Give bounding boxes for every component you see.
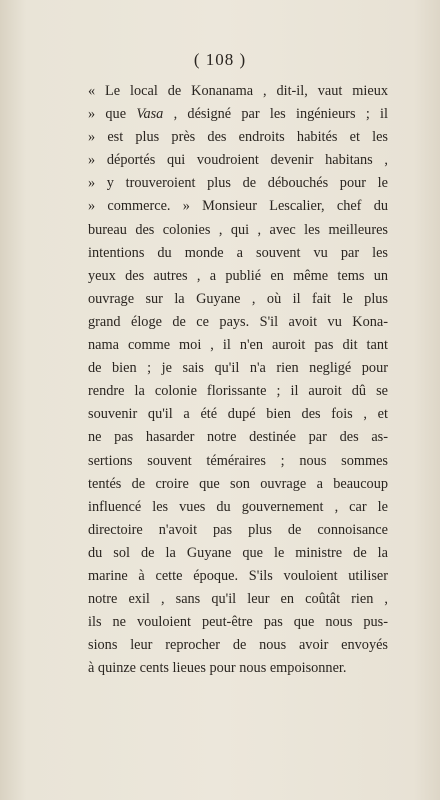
text-line: à quinze cents lieues pour nous empoisonner. [88, 660, 347, 677]
text-line: » y trouveroient plus de débouchés pour le [88, 175, 388, 192]
text-line: de bien ; je sais qu'il n'a rien negligé pour [88, 360, 388, 377]
text-line: rendre la colonie florissante ; il auroit dû se [88, 383, 388, 400]
text-line: sertions souvent téméraires ; nous sommes [88, 452, 388, 469]
italic-word: Vasa [136, 106, 164, 123]
text-line: du sol de la Guyane que le ministre de la [88, 544, 388, 561]
text-line: tentés de croire que son ouvrage a beaucoup [88, 475, 388, 492]
text-line: sions leur reprocher de nous avoir envoyés [88, 637, 388, 654]
text-line: » commerce. » Monsieur Lescalier, chef du [88, 198, 388, 215]
text-line: » est plus près des endroits habités et les [88, 129, 388, 146]
text-line: notre exil , sans qu'il leur en coûtât rien , [88, 591, 388, 608]
page-number: ( 108 ) [193, 50, 247, 69]
text-line: ouvrage sur la Guyane , où il fait le plus [88, 290, 388, 307]
text-line: intentions du monde a souvent vu par les [88, 244, 388, 261]
body-text [88, 80, 388, 680]
text-line: marine à cette époque. S'ils vouloient utiliser [88, 567, 388, 584]
text-line: directoire n'avoit pas plus de connoisance [88, 521, 388, 538]
text-line: souvenir qu'il a été dupé bien des fois , et [88, 406, 388, 423]
text-line: bureau des colonies , qui , avec les meilleures [88, 221, 388, 238]
text-line: ne pas hasarder notre destinée par des as- [88, 429, 388, 446]
text-line: yeux des autres , a publié en même tems un [88, 267, 388, 284]
text-line: » que Vasa , désigné par les ingénieurs ; il [88, 106, 388, 123]
text-line: » déportés qui voudroient devenir habitans , [88, 152, 388, 169]
text-line: influencé les vues du gouvernement , car le [88, 498, 388, 515]
text-line: ils ne vouloient peut-être pas que nous pus- [88, 614, 388, 631]
text-line: grand éloge de ce pays. S'il avoit vu Kona- [88, 313, 388, 330]
text-line: « Le local de Konanama , dit-il, vaut mieux [88, 83, 388, 99]
text-line: nama comme moi , il n'en auroit pas dit tant [88, 337, 388, 354]
